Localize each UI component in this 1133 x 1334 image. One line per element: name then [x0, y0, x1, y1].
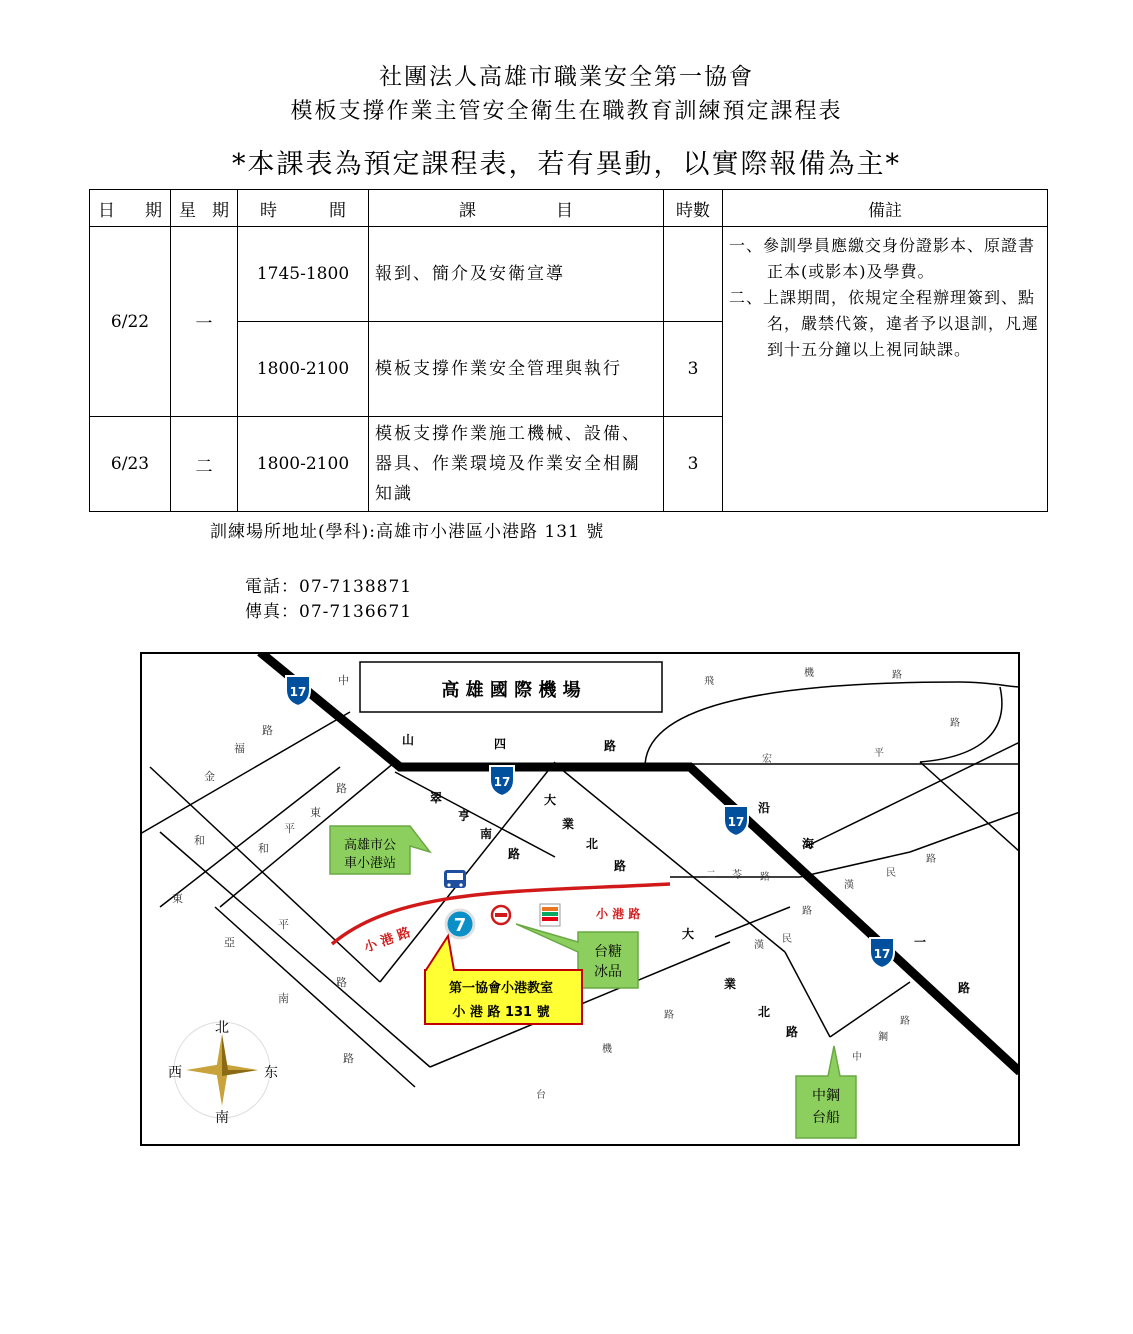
svg-text:苓: 苓 — [732, 870, 742, 881]
header-time: 時 間 — [238, 190, 369, 227]
svg-text:大: 大 — [682, 927, 695, 941]
svg-text:路: 路 — [900, 1016, 910, 1027]
svg-text:北: 北 — [215, 1020, 229, 1036]
svg-text:台糖: 台糖 — [594, 944, 622, 960]
svg-text:金: 金 — [204, 770, 215, 783]
svg-text:路: 路 — [336, 782, 347, 795]
svg-text:業: 業 — [724, 977, 737, 991]
svg-text:中鋼: 中鋼 — [812, 1088, 840, 1104]
svg-text:漢: 漢 — [844, 880, 854, 891]
svg-text:路: 路 — [336, 976, 347, 989]
svg-text:17: 17 — [289, 685, 307, 699]
svg-text:一: 一 — [914, 935, 927, 949]
svg-text:中: 中 — [852, 1052, 862, 1063]
header-hours: 時數 — [664, 190, 723, 227]
svg-text:路: 路 — [958, 981, 971, 995]
svg-text:東: 東 — [172, 892, 183, 905]
fax-number: 傳真：07-7136671 — [245, 602, 413, 622]
bus-icon — [444, 870, 466, 888]
cell-notes — [723, 227, 1048, 512]
schedule-notice: *本課表為預定課程表，若有異動，以實際報備為主* — [232, 149, 901, 180]
svg-text:平: 平 — [284, 822, 295, 835]
xiaogang-road-label: 小 港 路 — [596, 907, 641, 921]
highway-shield-icon — [490, 766, 514, 796]
svg-text:路: 路 — [760, 872, 770, 883]
svg-text:中: 中 — [338, 674, 349, 687]
svg-text:平: 平 — [874, 748, 884, 759]
svg-text:北: 北 — [758, 1005, 771, 1019]
svg-text:路: 路 — [786, 1025, 799, 1039]
svg-text:鋼: 鋼 — [878, 1032, 888, 1043]
training-address: 訓練場所地址(學科):高雄市小港區小港路 131 號 — [210, 522, 605, 542]
svg-text:路: 路 — [604, 739, 617, 753]
svg-text:亞: 亞 — [224, 936, 235, 949]
header-date: 日 期 — [90, 190, 171, 227]
svg-text:南: 南 — [480, 827, 493, 841]
svg-text:福: 福 — [234, 742, 245, 755]
cell-hours: 3 — [664, 417, 723, 512]
organization-title: 社團法人高雄市職業安全第一協會 — [379, 64, 754, 90]
cell-course: 模板支撐作業安全管理與執行 — [369, 322, 664, 417]
svg-text:二: 二 — [706, 870, 716, 881]
svg-text:17: 17 — [727, 815, 745, 829]
classroom-logo-icon — [446, 910, 474, 938]
svg-text:宏: 宏 — [762, 754, 772, 765]
svg-text:南: 南 — [278, 992, 289, 1005]
header-course: 課 目 — [369, 190, 664, 227]
svg-text:大: 大 — [544, 793, 557, 807]
svg-text:17: 17 — [493, 775, 511, 789]
svg-text:和: 和 — [258, 842, 269, 855]
location-map — [140, 652, 1020, 1146]
svg-text:路: 路 — [664, 1010, 674, 1021]
schedule-table — [89, 189, 1048, 512]
svg-text:山: 山 — [402, 733, 415, 747]
cell-weekday: 二 — [171, 417, 238, 512]
svg-text:南: 南 — [215, 1110, 229, 1126]
svg-text:業: 業 — [562, 817, 575, 831]
xiaogang-road-label: 小 港 路 — [362, 925, 413, 956]
svg-text:路: 路 — [508, 847, 521, 861]
svg-text:翠: 翠 — [430, 791, 443, 805]
svg-text:北: 北 — [586, 837, 599, 851]
svg-text:17: 17 — [873, 947, 891, 961]
note-item: 二、上課期間，依規定全程辦理簽到、點名，嚴禁代簽，違者予以退訓，凡遲到十五分鐘以上視同缺課。 — [729, 288, 1040, 359]
svg-text:冰品: 冰品 — [594, 964, 622, 980]
cell-course: 報到、簡介及安衛宣導 — [369, 227, 664, 322]
svg-text:機: 機 — [804, 668, 814, 679]
svg-text:路: 路 — [950, 718, 960, 729]
airport-label: 高 雄 國 際 機 場 — [441, 680, 581, 701]
cell-time: 1745-1800 — [238, 227, 369, 322]
svg-text:路: 路 — [343, 1052, 354, 1065]
highway-shield-icon — [724, 806, 748, 836]
svg-text:車小港站: 車小港站 — [343, 856, 397, 871]
note-item: 一、參訓學員應繳交身份證影本、原證書正本(或影本)及學費。 — [729, 236, 1036, 281]
svg-text:機: 機 — [602, 1044, 612, 1055]
svg-text:路: 路 — [926, 854, 936, 865]
svg-text:小 港 路 131 號: 小 港 路 131 號 — [452, 1005, 550, 1020]
svg-text:路: 路 — [614, 859, 627, 873]
svg-text:路: 路 — [802, 906, 812, 917]
svg-text:民: 民 — [782, 934, 792, 945]
highway-shield-icon — [286, 676, 310, 706]
svg-text:高雄市公: 高雄市公 — [343, 838, 397, 853]
svg-text:沿: 沿 — [758, 801, 771, 815]
svg-text:路: 路 — [262, 724, 273, 737]
cell-hours — [664, 227, 723, 322]
svg-text:台船: 台船 — [812, 1110, 840, 1126]
svg-text:7: 7 — [453, 915, 467, 936]
highway-shield-icon — [870, 938, 894, 968]
cell-course: 模板支撐作業施工機械、設備、器具、作業環境及作業安全相關知識 — [369, 417, 664, 512]
svg-text:西: 西 — [168, 1065, 182, 1081]
svg-text:第一協會小港教室: 第一協會小港教室 — [448, 981, 554, 996]
svg-text:东: 东 — [264, 1065, 278, 1081]
svg-text:和: 和 — [194, 834, 205, 847]
svg-text:海: 海 — [802, 837, 815, 851]
table-row — [90, 227, 1048, 322]
cell-hours: 3 — [664, 322, 723, 417]
header-notes: 備註 — [723, 190, 1048, 227]
taisugar-logo-icon — [492, 906, 510, 924]
svg-text:東: 東 — [310, 806, 321, 819]
svg-text:台: 台 — [536, 1090, 546, 1101]
cell-weekday: 一 — [171, 227, 238, 417]
course-title: 模板支撐作業主管安全衛生在職教育訓練預定課程表 — [290, 99, 843, 124]
svg-text:飛: 飛 — [704, 676, 714, 687]
header-weekday: 星 期 — [171, 190, 238, 227]
phone-number: 電話：07-7138871 — [245, 577, 413, 597]
cell-time: 1800-2100 — [238, 322, 369, 417]
table-header-row — [90, 190, 1048, 227]
svg-text:漢: 漢 — [754, 940, 764, 951]
cell-time: 1800-2100 — [238, 417, 369, 512]
seven-eleven-icon — [540, 904, 560, 926]
svg-text:平: 平 — [278, 918, 289, 931]
svg-text:亨: 亨 — [458, 809, 471, 823]
svg-text:路: 路 — [892, 670, 902, 681]
svg-text:民: 民 — [886, 868, 896, 879]
cell-date: 6/22 — [90, 227, 171, 417]
cell-date: 6/23 — [90, 417, 171, 512]
svg-text:四: 四 — [494, 737, 507, 751]
